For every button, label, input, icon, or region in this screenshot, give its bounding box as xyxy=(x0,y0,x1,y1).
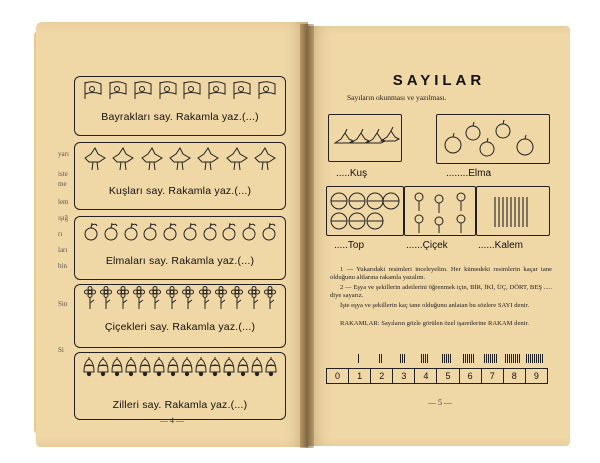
flower-row xyxy=(83,291,277,315)
exercise-birds xyxy=(74,142,286,210)
flag-icon xyxy=(133,80,153,105)
apple-icon xyxy=(83,220,99,247)
number-line xyxy=(326,368,548,384)
paragraph-2: 2 — Eşya ve şekillerin adetlerini öğrenmek için, BİR, İKİ, ÜÇ, DÖRT, BEŞ ..... diye sayarız. xyxy=(330,284,552,300)
flag-icon xyxy=(108,80,128,105)
number-line-digit: 9 xyxy=(533,371,539,381)
apple-icon xyxy=(103,220,119,247)
under-page-word: ları xyxy=(58,246,68,254)
under-page-word: Si xyxy=(58,346,64,354)
balls-set-box xyxy=(326,186,404,236)
label-kus: .....Kuş xyxy=(336,168,368,179)
apple-row xyxy=(83,223,277,247)
birds-set-box xyxy=(328,114,402,162)
tally-group xyxy=(421,354,428,363)
number-line-digit: 7 xyxy=(482,369,504,383)
ball-icon xyxy=(327,187,403,235)
flower-icon xyxy=(116,286,130,315)
pencils-set-box xyxy=(476,186,550,236)
flower-icon xyxy=(148,286,162,315)
apple-icon xyxy=(261,220,277,247)
bell-icon xyxy=(265,356,277,383)
bird-icon xyxy=(111,146,135,177)
under-page-word: Sin xyxy=(58,300,68,308)
number-line-digit: 0 xyxy=(327,369,349,383)
tally-group xyxy=(358,354,359,363)
tally-group xyxy=(484,354,497,363)
bell-icon xyxy=(139,356,151,383)
flower-icon xyxy=(165,286,179,315)
bell-icon xyxy=(111,356,123,383)
flag-icon xyxy=(207,80,227,105)
page-number-right: — 5 — xyxy=(428,398,452,407)
flower-icon xyxy=(198,286,212,315)
exercise-apples xyxy=(74,216,286,280)
bell-icon xyxy=(195,356,207,383)
paragraph-1: 1 — Yukarıdaki resimleri inceleyelim. Her kümedeki resimlerin kaçar tane olduğunu altlarına rakamla yazalım. xyxy=(330,266,552,282)
apples-set-box xyxy=(436,114,550,164)
tally-group xyxy=(463,354,474,363)
tally-group xyxy=(505,354,520,363)
number-line-digit: 5 xyxy=(437,369,459,383)
exercise-flowers xyxy=(74,284,286,348)
apple-icon xyxy=(241,220,257,247)
bird-icon xyxy=(83,146,107,177)
exercise-bells xyxy=(74,352,286,420)
apple-icon xyxy=(162,220,178,247)
under-page-word: lem xyxy=(58,198,69,206)
apple-icon xyxy=(123,220,139,247)
bell-icon xyxy=(167,356,179,383)
bird-row xyxy=(83,149,277,177)
number-line-digit: 2 xyxy=(371,369,393,383)
bell-icon xyxy=(237,356,249,383)
under-page-word: iste xyxy=(58,170,68,178)
bird-icon xyxy=(140,146,164,177)
label-elma: ........Elma xyxy=(446,168,492,179)
bird-icon xyxy=(253,146,277,177)
tally-group xyxy=(442,354,451,363)
under-page-word: bin xyxy=(58,262,67,270)
number-line-digit: 8 xyxy=(504,369,526,383)
tally-group xyxy=(526,354,543,363)
label-cicek: ......Çiçek xyxy=(406,240,448,251)
flag-icon xyxy=(257,80,277,105)
bell-icon xyxy=(223,356,235,383)
number-line-digit: 1 xyxy=(349,369,371,383)
flower-icon xyxy=(83,286,97,315)
bird-icon xyxy=(225,146,249,177)
bell-row xyxy=(83,359,277,383)
bell-icon xyxy=(251,356,263,383)
flower-icon xyxy=(214,286,228,315)
flower-icon xyxy=(263,286,277,315)
flower-icon xyxy=(132,286,146,315)
bird-icon xyxy=(196,146,220,177)
bell-icon xyxy=(125,356,137,383)
under-page-word: rı xyxy=(58,230,63,238)
apple-icon xyxy=(221,220,237,247)
flower-icon xyxy=(99,286,113,315)
exercise-caption: Kuşları say. Rakamla yaz.(...) xyxy=(108,185,252,197)
flower-icon xyxy=(230,286,244,315)
bell-icon xyxy=(83,356,95,383)
tally-group xyxy=(400,354,405,363)
number-line-digit: 4 xyxy=(415,369,437,383)
under-page-word: yarı xyxy=(58,150,69,158)
bell-icon xyxy=(181,356,193,383)
exercise-caption: Çiçekleri say. Rakamla yaz.(...) xyxy=(104,321,256,333)
exercise-caption: Bayrakları say. Rakamla yaz.(...) xyxy=(101,111,259,123)
flower-icon xyxy=(405,187,475,235)
apple-icon xyxy=(142,220,158,247)
flag-icon xyxy=(182,80,202,105)
page-number-left: — 4 — xyxy=(160,416,184,425)
under-page-word: me xyxy=(58,180,67,188)
number-line-digit: 3 xyxy=(393,369,415,383)
flower-icon xyxy=(181,286,195,315)
page-subtitle: Sayıların okunması ve yazılması. xyxy=(347,93,447,102)
flower-icon xyxy=(247,286,261,315)
flowers-set-box xyxy=(404,186,476,236)
apple-icon xyxy=(202,220,218,247)
paragraph-3: İşte eşya ve şekillerin kaç tane olduğunu anlatan bu sözlere SAYI denir. xyxy=(340,302,530,309)
apple-icon xyxy=(182,220,198,247)
bell-icon xyxy=(97,356,109,383)
flag-icon xyxy=(83,80,103,105)
bell-icon xyxy=(153,356,165,383)
bird-icon xyxy=(168,146,192,177)
bell-icon xyxy=(209,356,221,383)
flag-row xyxy=(83,83,277,105)
label-top: .....Top xyxy=(334,240,365,251)
flag-icon xyxy=(232,80,252,105)
label-kalem: ......Kalem xyxy=(478,240,524,251)
number-line-digit: 6 xyxy=(460,369,482,383)
exercise-caption: Elmaları say. Rakamla yaz.(...) xyxy=(105,255,255,267)
pencil-icon xyxy=(477,187,549,235)
bird-icon xyxy=(329,115,401,161)
apple-icon xyxy=(437,115,549,163)
under-page-word: ışığ xyxy=(58,214,69,222)
exercise-flags xyxy=(74,76,286,136)
exercise-caption: Zilleri say. Rakamla yaz.(...) xyxy=(112,399,248,411)
flag-icon xyxy=(158,80,178,105)
paragraph-4: RAKAMLAR: Sayıların gözle görülen özel işaretlerine RAKAM denir. xyxy=(340,320,529,327)
page-title: SAYILAR xyxy=(392,72,486,89)
tally-group xyxy=(379,354,382,363)
